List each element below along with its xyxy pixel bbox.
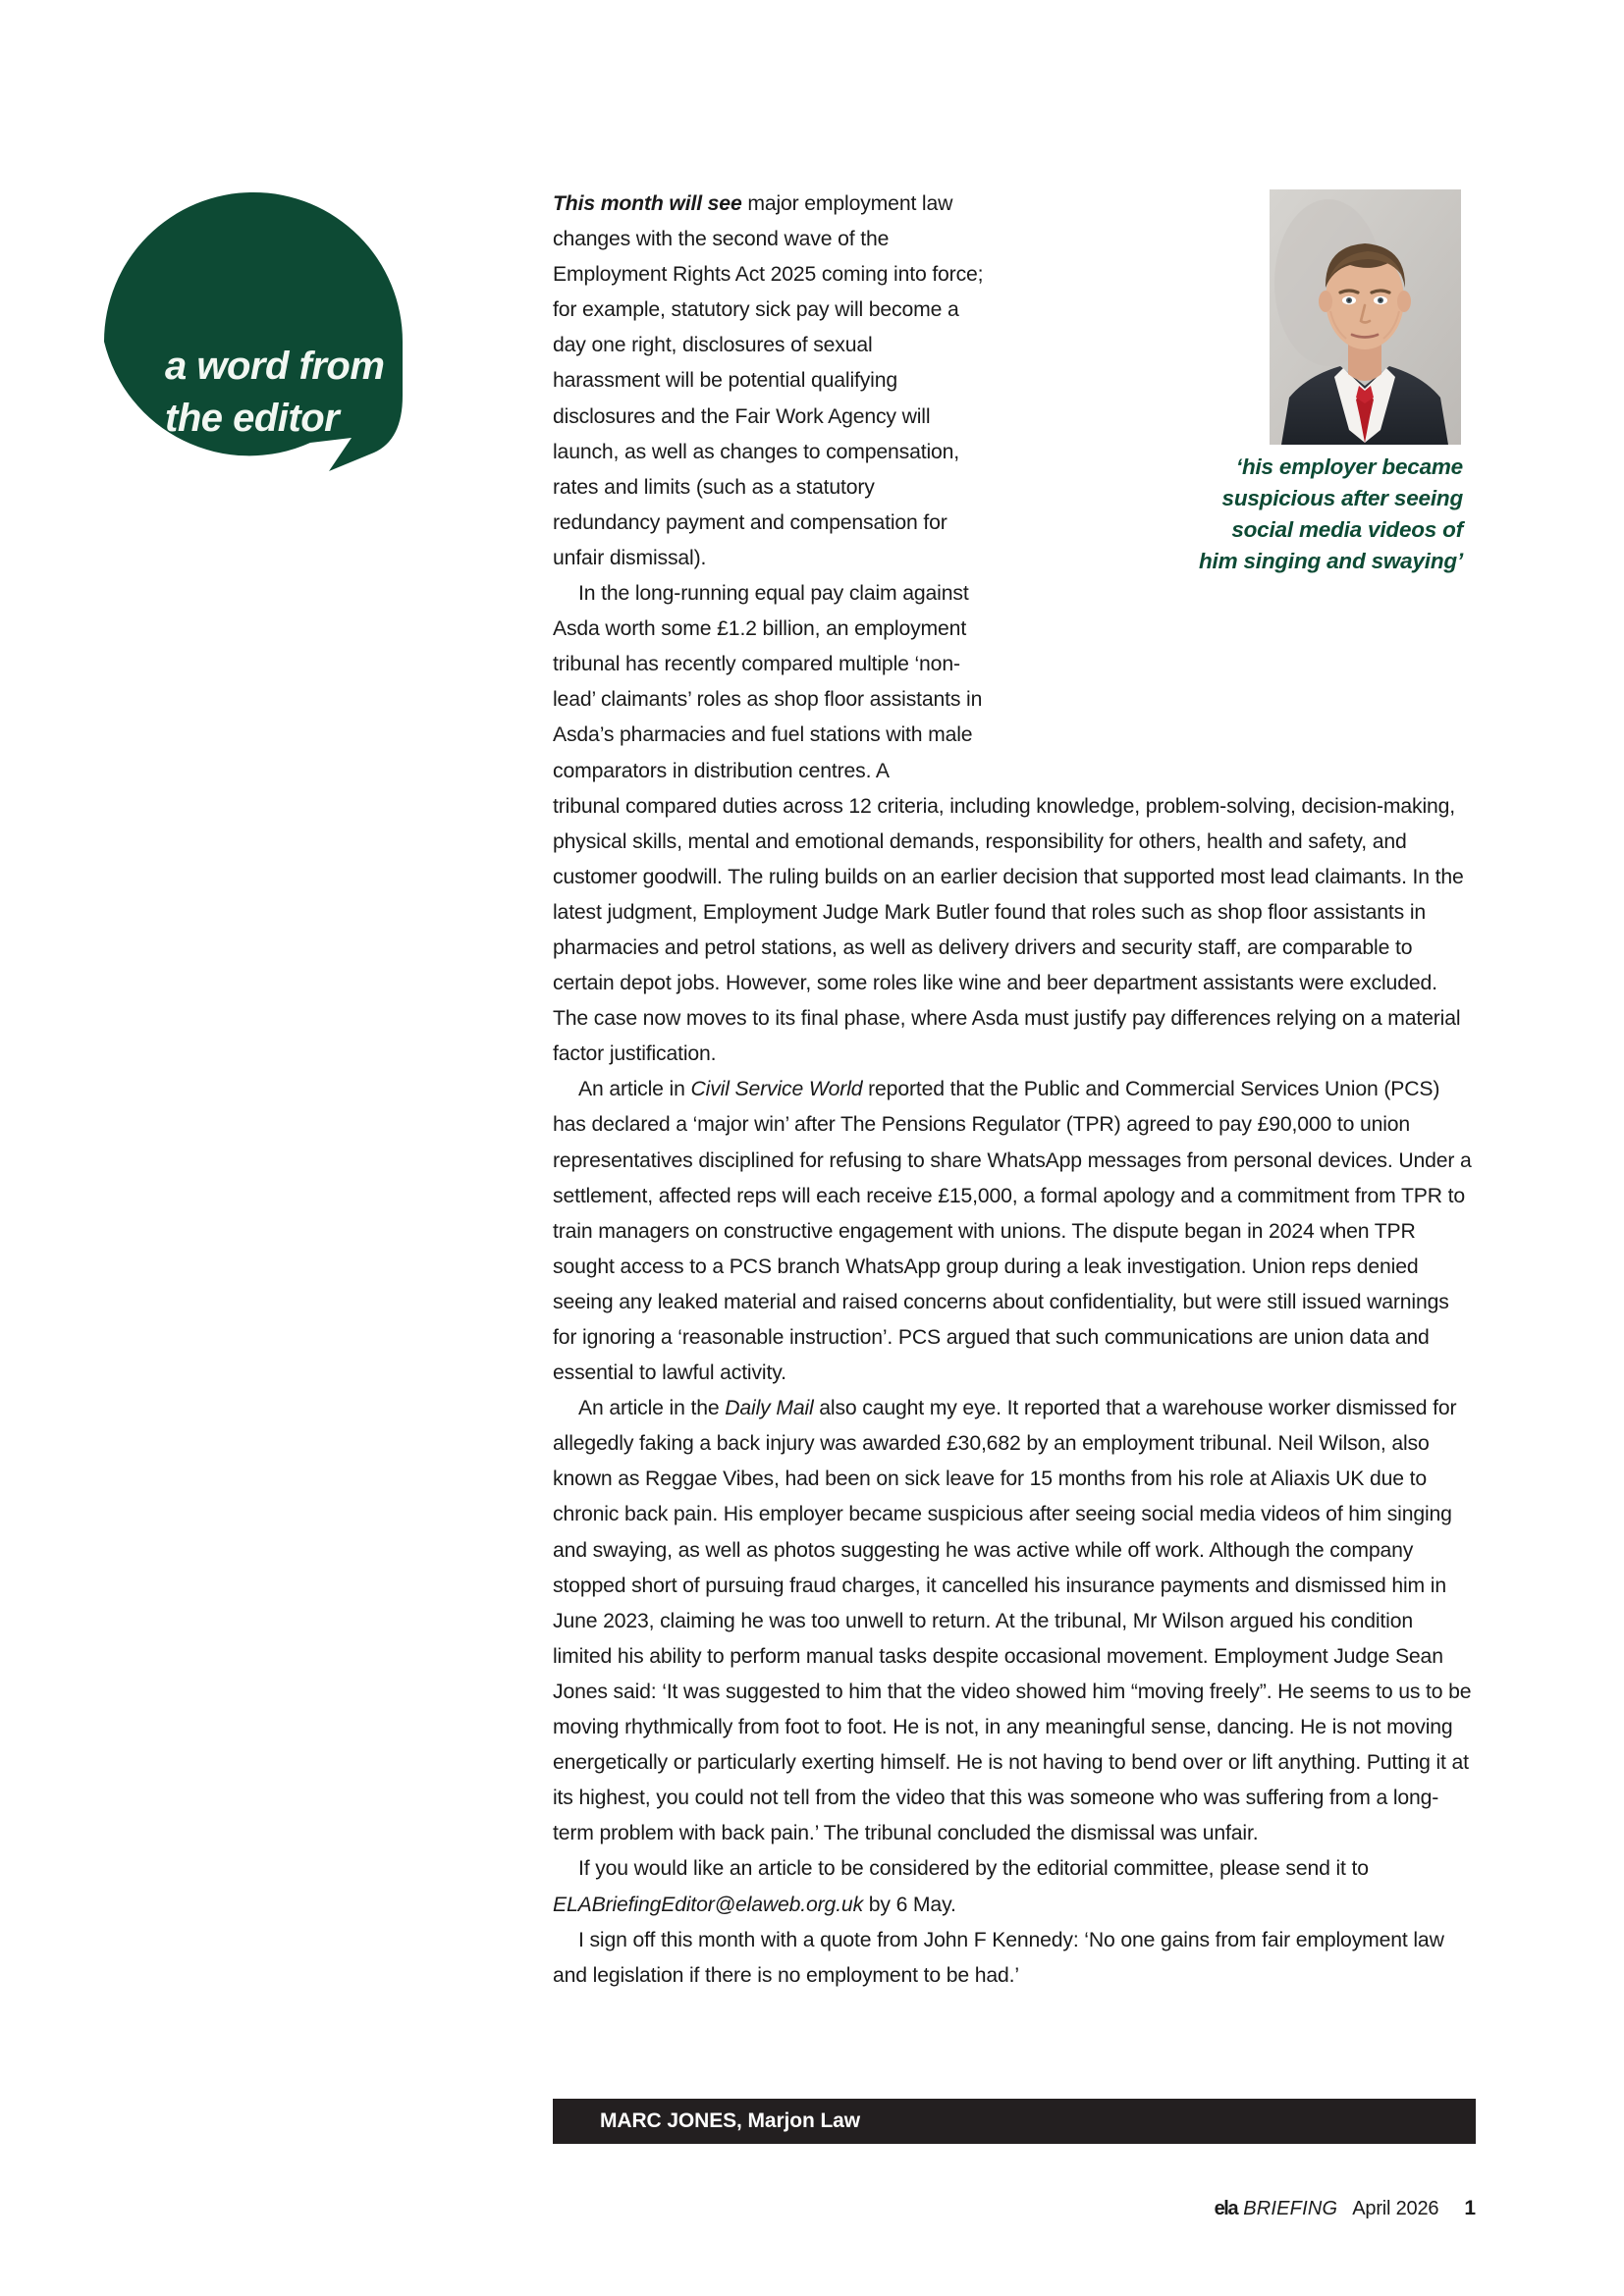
bubble-heading-line1: a word from xyxy=(165,345,385,388)
editor-email-address[interactable]: ELABriefingEditor@elaweb.org.uk xyxy=(553,1893,864,1916)
bubble-heading xyxy=(165,341,479,445)
daily-mail-title: Daily Mail xyxy=(725,1397,814,1420)
publication-name: BRIEFING xyxy=(1243,2198,1338,2219)
paragraph-asda-wide: tribunal compared duties across 12 criteria, including knowledge, problem-solving, decision-making, physical skills, mental and emotional demands, responsibility for others, health and safety, and customer goodwill. The ruling builds on an earlier decision that supported most lead claimants. In the latest judgment, Employment Judge Mark Butler found that roles such as shop floor assistants in pharmacies and petrol stations, as well as delivery drivers and security staff, are comparable to certain depot jobs. However, some roles like wine and beer department assistants were excluded. The case now moves to its final phase, where Asda must justify pay differences relying on a material factor justification. xyxy=(553,794,1464,1066)
ela-logo: ela xyxy=(1214,2198,1238,2219)
lead-in-bold: This month will see xyxy=(553,192,742,215)
word-from-editor-bubble xyxy=(101,189,494,543)
paragraph-lead xyxy=(553,187,985,576)
page-footer xyxy=(0,2197,1624,2220)
paragraph-submissions xyxy=(553,1851,1476,1922)
paragraph-asda-narrow: In the long-running equal pay claim against Asda worth some £1.2 billion, an employment tribunal has recently compared multiple ‘non-lead’ claimants’ roles as shop floor assistants in Asda’s pharmacies and fuel stations with male comparators in distribution centres. A xyxy=(553,582,983,782)
page-number: 1 xyxy=(1464,2197,1476,2219)
article-body xyxy=(553,187,1476,1994)
issue-date: April 2026 xyxy=(1352,2198,1439,2219)
bubble-heading-line2: the editor xyxy=(165,397,340,440)
paragraph-daily-mail xyxy=(553,1391,1476,1851)
lead-in-rest: major employment law changes with the second wave of the Employment Rights Act 2025 coming into force; for example, statutory sick pay will become a day one right, disclosures of sexual harassment will be potential qualifying disclosures and the Fair Work Agency will launch, as well as changes to compensation, rates and limits (such as a statutory redundancy payment and compensation for unfair dismissal). xyxy=(553,192,984,569)
civil-service-world-title: Civil Service World xyxy=(690,1078,863,1101)
pcs-text-a: An article in xyxy=(578,1078,691,1101)
byline-author: MARC JONES, Marjon Law xyxy=(600,2109,860,2132)
byline-bar xyxy=(553,2099,1476,2144)
pcs-text-b: reported that the Public and Commercial Services Union (PCS) has declared a ‘major win’ after The Pensions Regulator (TPR) agreed to pay £90,000 to union representatives disciplined for refusing to share WhatsApp messages from personal devices. Under a settlement, affected reps will each receive £15,000, a formal apology and a commitment from TPR to train managers on constructive engagement with unions. The dispute began in 2024 when TPR sought access to a PCS branch WhatsApp group during a leak investigation. Union reps denied seeing any leaked material and raised concerns about confidentiality, but were still issued warnings for ignoring a ‘reasonable instruction’. PCS argued that such communications are union data and essential to lawful activity. xyxy=(553,1078,1472,1385)
daily-mail-text-b: also caught my eye. It reported that a warehouse worker dismissed for allegedly faking a back injury was awarded £30,682 by an employment tribunal. Neil Wilson, also known as Reggae Vibes, had been on sick leave for 15 months from his role at Aliaxis UK due to chronic back pain. His employer became suspicious after seeing social media videos of him singing and swaying, as well as photos suggesting he was active while off work. Although the company stopped short of pursuing fraud charges, it cancelled his insurance payments and dismissed him in June 2023, claiming he was too unwell to return. At the tribunal, Mr Wilson argued his condition limited his ability to perform manual tasks despite occasional movement. Employment Judge Sean Jones said: ‘It was suggested to him that the video showed him “moving freely”. He seems to us to be moving rhythmically from foot to foot. He is not, in any meaningful sense, dancing. He is not moving energetically or particularly exerting himself. He is not having to bend over or lift anything. Putting it at its highest, you could not tell from the video that this was someone who was suffering from a long-term problem with back pain.’ The tribunal concluded the dismissal was unfair. xyxy=(553,1397,1472,1845)
daily-mail-text-a: An article in the xyxy=(578,1397,726,1420)
pull-quote: ‘his employer became suspicious after seeing social media videos of him singing and swaying’ xyxy=(1199,454,1463,573)
paragraph-sign-off: I sign off this month with a quote from John F Kennedy: ‘No one gains from fair employment law and legislation if there is no employment to be had.’ xyxy=(553,1928,1444,1987)
submissions-text-b: by 6 May. xyxy=(863,1893,956,1916)
paragraph-pcs xyxy=(553,1072,1476,1391)
submissions-text-a: If you would like an article to be considered by the editorial committee, please send it to xyxy=(578,1857,1369,1881)
